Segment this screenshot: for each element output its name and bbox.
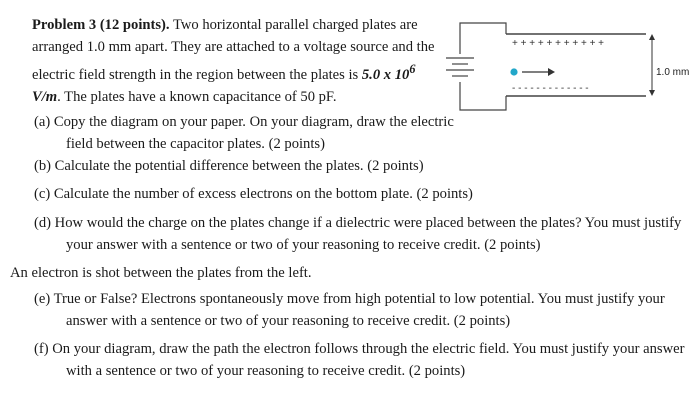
problem-heading: Problem 3 (12 points). [32, 17, 170, 33]
part-d: (d) How would the charge on the plates change if a dielectric were placed between the plates? You must justify your answer with a sentence or two of your reasoning to receive credit. (2 points) [34, 215, 682, 253]
part-c: (c) Calculate the number of excess electrons on the bottom plate. (2 points) [34, 186, 473, 202]
circuit-wire [460, 23, 506, 54]
part-f: (f) On your diagram, draw the path the electron follows through the electric field. You must justify your answer with a sentence or two of your reasoning to receive credit. (2 points) [34, 341, 685, 379]
electron [510, 68, 517, 75]
part-a: (a) Copy the diagram on your paper. On your diagram, draw the electric field between the capacitor plates. (2 points) [34, 114, 454, 152]
gap-label: 1.0 mm [656, 67, 690, 78]
circuit-wire-bottom [460, 82, 506, 110]
electron-intro: An electron is shot between the plates from the left. [10, 265, 312, 281]
field-value: 5.0 x $10^6$ V/m [32, 62, 416, 105]
intro-text-end: . The plates have a known capacitance of 50 pF. [57, 88, 337, 105]
problem-statement [32, 14, 447, 108]
capacitor-diagram [440, 20, 695, 120]
gap-arrow-top [649, 34, 655, 40]
intro-text: Two horizontal parallel charged plates are arranged 1.0 mm apart. They are attached to a voltage source and the electric field strength in the region between the plates is [32, 17, 435, 83]
part-e: (e) True or False? Electrons spontaneously move from high potential to low potential. You must justify your answer with a sentence or two of your reasoning to receive credit. (2 points) [34, 291, 665, 329]
part-b: (b) Calculate the potential difference between the plates. (2 points) [34, 158, 424, 174]
bottom-plate-charges: - - - - - - - - - - - - - [512, 83, 589, 94]
gap-arrow-bottom [649, 90, 655, 96]
velocity-arrowhead [548, 68, 555, 76]
top-plate-charges: + + + + + + + + + + + [512, 38, 605, 49]
